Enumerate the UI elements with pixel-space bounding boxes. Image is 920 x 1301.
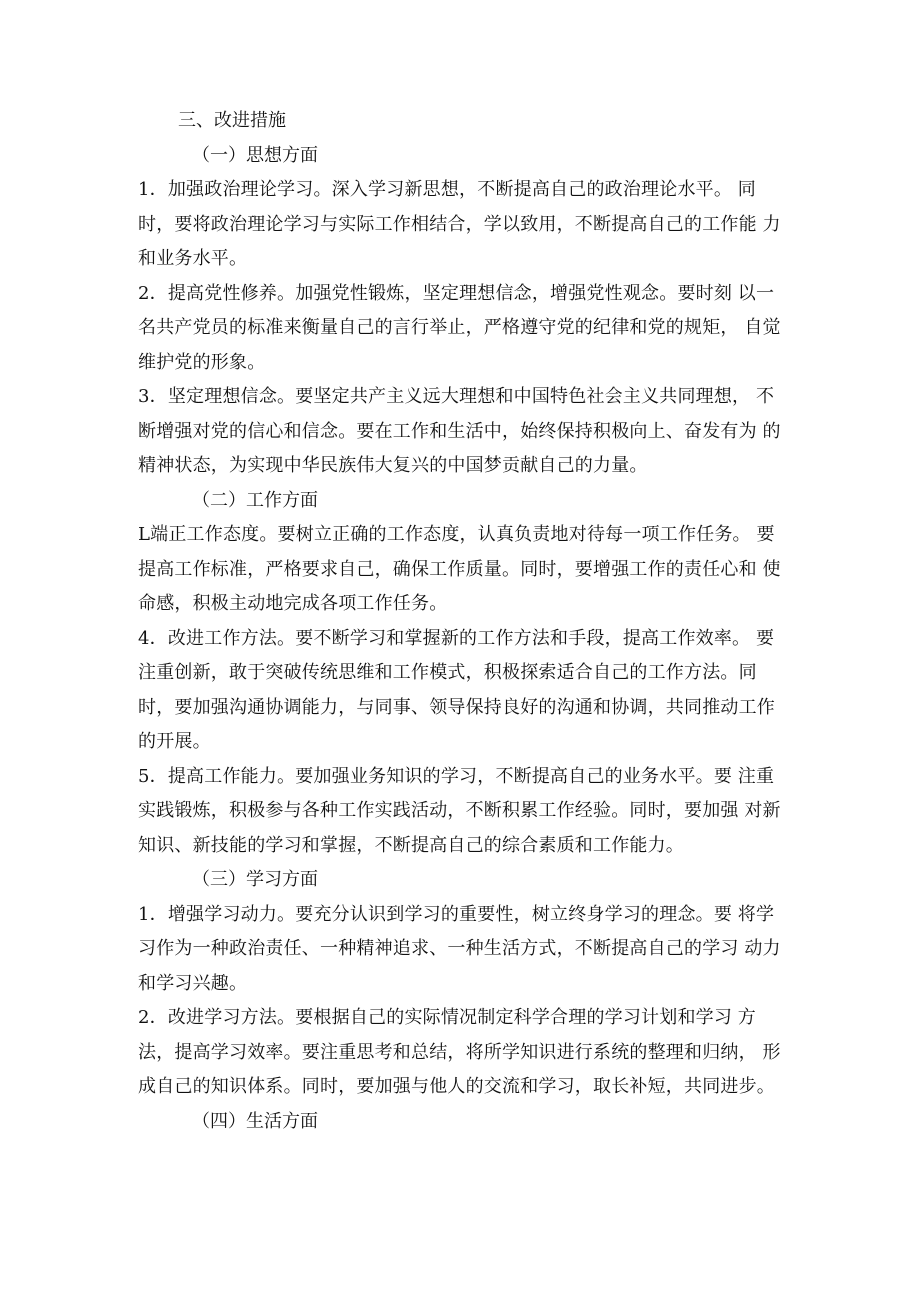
paragraph-line: 4．改进工作方法。要不断学习和掌握新的工作方法和手段，提高工作效率。 (138, 627, 751, 649)
paragraph (138, 760, 786, 864)
paragraph (138, 1001, 786, 1105)
paragraph-line: 将学习作为一种政治责任、一种精神追求、一种生活方式，不断提高自己的学习 (138, 903, 775, 959)
paragraph (138, 380, 786, 484)
subsection-title-study: （三）学习方面 (192, 869, 318, 890)
paragraph-line: 形成自己的知识体系。同时，要加强与他人的交流和学习，取长补短，共同进步。 (138, 1041, 781, 1097)
paragraph-line: 动力和学习兴趣。 (138, 938, 781, 994)
paragraph-line: 同时，要将政治理论学习与实际工作相结合，学以致用，不断提高自己的工作能 (138, 179, 757, 235)
paragraph-line: 使命感，积极主动地完成各项工作任务。 (138, 558, 781, 614)
paragraph-line: 注重实践锻炼，积极参与各种工作实践活动，不断积累工作经验。同时，要加强 (138, 765, 775, 821)
paragraph (138, 622, 786, 760)
subsection-title-work: （二）工作方面 (192, 489, 318, 511)
paragraph-line: 方法，提高学习效率。要注重思考和总结，将所学知识进行系统的整理和归纳， (138, 1007, 757, 1063)
paragraph-line: 自觉维护党的形象。 (138, 317, 781, 373)
paragraph-line: 2．改进学习方法。要根据自己的实际情况制定科学合理的学习计划和学习 (138, 1007, 733, 1028)
paragraph-line: 时，要加强沟通协调能力，与同事、领导保持良好的沟通和协调，共同推动工作 (138, 696, 775, 718)
paragraph-line: 对新知识、新技能的学习和掌握，不断提高自己的综合素质和工作能力。 (138, 800, 781, 856)
paragraph (138, 173, 786, 277)
paragraph (138, 518, 786, 622)
paragraph-line: 的开展。 (138, 731, 211, 752)
paragraph (138, 277, 786, 381)
paragraph-line: 要注重创新，敢于突破传统思维和工作模式，积极探索适合自己的工作方法。同 (138, 627, 775, 683)
paragraph-line: 要提高工作标准，严格要求自己，确保工作质量。同时，要增强工作的责任心和 (138, 524, 775, 580)
paragraph-line: 的精神状态，为实现中华民族伟大复兴的中国梦贡献自己的力量。 (138, 420, 781, 476)
paragraph-line: 5．提高工作能力。要加强业务知识的学习，不断提高自己的业务水平。要 (138, 765, 733, 787)
section-title: 三、改进措施 (178, 110, 286, 131)
paragraph-line: 不断增强对党的信心和信念。要在工作和生活中，始终保持积极向上、奋发有为 (138, 386, 775, 442)
paragraph (138, 898, 786, 1002)
paragraph-line: 2．提高党性修养。加强党性锻炼，坚定理想信念，增强党性观念。要时刻 (138, 282, 733, 304)
document-page (138, 104, 786, 1139)
subsection-title-life: （四）生活方面 (192, 1110, 318, 1132)
paragraph-line: 以一名共产党员的标准来衡量自己的言行举止，严格遵守党的纪律和党的规矩， (138, 282, 775, 338)
paragraph-line: 3．坚定理想信念。要坚定共产主义远大理想和中国特色社会主义共同理想， (138, 386, 751, 407)
paragraph-line: 力和业务水平。 (138, 213, 781, 269)
paragraph-line: 1．加强政治理论学习。深入学习新思想，不断提高自己的政治理论水平。 (138, 179, 733, 200)
paragraph-line: 1．增强学习动力。要充分认识到学习的重要性，树立终身学习的理念。要 (138, 903, 733, 925)
paragraph-line: L端正工作态度。要树立正确的工作态度，认真负责地对待每一项工作任务。 (138, 524, 751, 545)
subsection-title-thought: （一）思想方面 (192, 144, 318, 166)
